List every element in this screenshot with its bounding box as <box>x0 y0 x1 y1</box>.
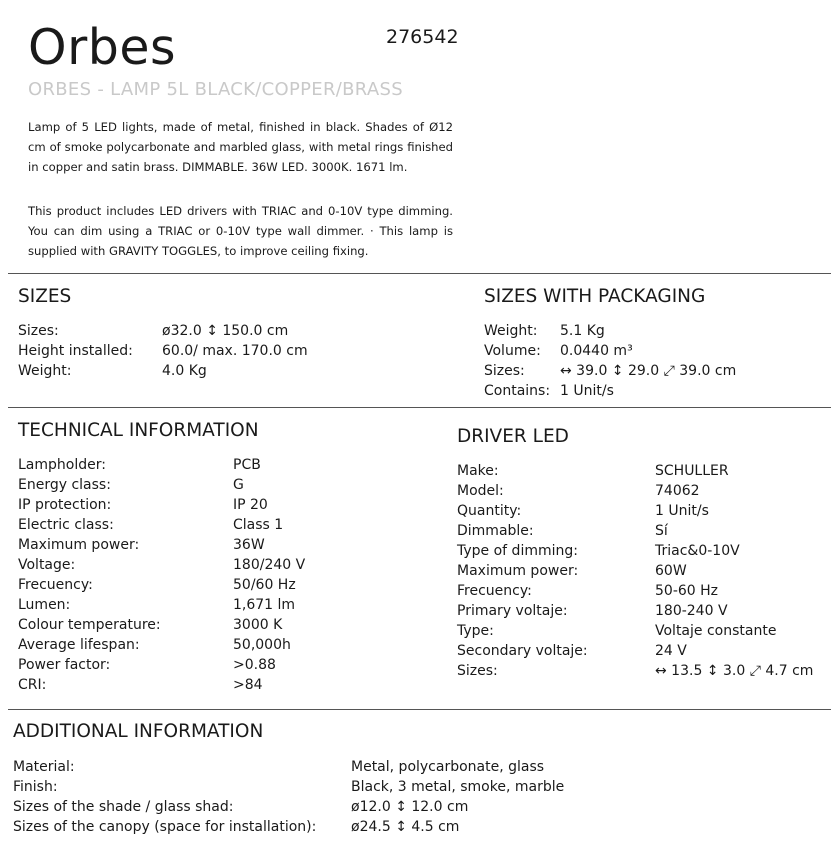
product-title: Orbes <box>28 19 176 76</box>
technical-label: Power factor: <box>18 657 111 673</box>
packaging-table <box>484 321 736 401</box>
driver-row <box>457 601 813 621</box>
packaging-value: 5.1 Kg <box>560 323 605 339</box>
technical-label: Lampholder: <box>18 457 106 473</box>
technical-label: CRI: <box>18 677 47 693</box>
sizes-row <box>18 361 308 381</box>
additional-label: Sizes of the shade / glass shad: <box>13 799 234 815</box>
sizes-label: Height installed: <box>18 343 133 359</box>
technical-row <box>18 655 305 675</box>
technical-label: IP protection: <box>18 497 112 513</box>
sizes-label: Weight: <box>18 363 72 379</box>
driver-row <box>457 461 813 481</box>
driver-label: Type: <box>457 623 494 639</box>
technical-row <box>18 615 305 635</box>
technical-value: G <box>233 477 244 493</box>
technical-value: >84 <box>233 677 263 693</box>
packaging-row <box>484 341 736 361</box>
technical-value: 36W <box>233 537 265 553</box>
driver-label: Primary voltaje: <box>457 603 568 619</box>
technical-label: Colour temperature: <box>18 617 161 633</box>
technical-value: PCB <box>233 457 261 473</box>
driver-value: Triac&0-10V <box>655 543 740 559</box>
technical-value: 1,671 lm <box>233 597 296 613</box>
technical-value: 50/60 Hz <box>233 577 296 593</box>
technical-value: 50,000h <box>233 637 291 653</box>
technical-row <box>18 515 305 535</box>
driver-value: 60W <box>655 563 687 579</box>
product-reference: 276542 <box>386 26 459 48</box>
sizes-value: 4.0 Kg <box>162 363 207 379</box>
technical-value: 180/240 V <box>233 557 306 573</box>
driver-row <box>457 641 813 661</box>
packaging-heading: SIZES WITH PACKAGING <box>484 286 706 307</box>
driver-value: Sí <box>655 523 668 539</box>
technical-value: Class 1 <box>233 517 284 533</box>
driver-row <box>457 541 813 561</box>
additional-row <box>13 817 564 837</box>
technical-label: Maximum power: <box>18 537 140 553</box>
additional-value: Metal, polycarbonate, glass <box>351 759 545 775</box>
sizes-value: 60.0/ max. 170.0 cm <box>162 343 308 359</box>
technical-label: Frecuency: <box>18 577 93 593</box>
additional-row <box>13 777 564 797</box>
driver-label: Quantity: <box>457 503 522 519</box>
sizes-row <box>18 321 308 341</box>
driver-value: 1 Unit/s <box>655 503 709 519</box>
packaging-label: Sizes: <box>484 363 525 379</box>
driver-value: SCHULLER <box>655 463 729 479</box>
additional-value: ø24.5 ↕ 4.5 cm <box>351 819 460 835</box>
driver-row <box>457 521 813 541</box>
technical-row <box>18 575 305 595</box>
sizes-value: ø32.0 ↕ 150.0 cm <box>162 323 289 339</box>
technical-label: Energy class: <box>18 477 111 493</box>
technical-row <box>18 675 305 695</box>
driver-table <box>457 461 813 681</box>
technical-table <box>18 455 305 695</box>
additional-row <box>13 797 564 817</box>
additional-label: Sizes of the canopy (space for installation): <box>13 819 317 835</box>
driver-value: ↔ 13.5 ↕ 3.0 ⤢ 4.7 cm <box>655 663 814 679</box>
technical-row <box>18 535 305 555</box>
sizes-heading: SIZES <box>18 286 72 307</box>
description-paragraph: Lamp of 5 LED lights, made of metal, finished in black. Shades of Ø12 cm of smoke polycarbonate and marbled glass, with metal rings finished in copper and satin brass. DIMMABLE. 36W LED. 3000K. 1671 lm. <box>28 120 453 174</box>
technical-row <box>18 555 305 575</box>
packaging-row <box>484 361 736 381</box>
additional-row <box>13 757 564 777</box>
technical-label: Electric class: <box>18 517 114 533</box>
sizes-row <box>18 341 308 361</box>
driver-row <box>457 581 813 601</box>
packaging-label: Volume: <box>484 343 541 359</box>
additional-value: Black, 3 metal, smoke, marble <box>351 779 565 795</box>
sizes-label: Sizes: <box>18 323 59 339</box>
sizes-table <box>18 321 308 381</box>
technical-label: Lumen: <box>18 597 71 613</box>
driver-value: 50-60 Hz <box>655 583 719 599</box>
technical-row <box>18 455 305 475</box>
technical-row <box>18 635 305 655</box>
additional-heading: ADDITIONAL INFORMATION <box>13 721 264 742</box>
driver-row <box>457 621 813 641</box>
driver-label: Dimmable: <box>457 523 534 539</box>
additional-label: Material: <box>13 759 75 775</box>
packaging-label: Weight: <box>484 323 538 339</box>
driver-value: 24 V <box>655 643 687 659</box>
section-divider <box>8 273 831 274</box>
driver-heading: DRIVER LED <box>457 426 569 447</box>
additional-label: Finish: <box>13 779 58 795</box>
product-subtitle: ORBES - LAMP 5L BLACK/COPPER/BRASS <box>28 79 403 100</box>
packaging-value: ↔ 39.0 ↕ 29.0 ⤢ 39.0 cm <box>560 363 737 379</box>
driver-label: Sizes: <box>457 663 498 679</box>
technical-heading: TECHNICAL INFORMATION <box>18 420 259 441</box>
technical-row <box>18 495 305 515</box>
driver-row <box>457 501 813 521</box>
driver-row <box>457 481 813 501</box>
technical-value: >0.88 <box>233 657 276 673</box>
driver-label: Make: <box>457 463 499 479</box>
driver-label: Maximum power: <box>457 563 579 579</box>
packaging-row <box>484 321 736 341</box>
description-paragraph: This product includes LED drivers with TRIAC and 0-10V type dimming. You can dim using a TRIAC or 0-10V type wall dimmer. · This lamp is supplied with GRAVITY TOGGLES, to improve ceiling fixing. <box>28 204 453 258</box>
section-divider <box>8 407 831 408</box>
section-divider <box>8 709 831 710</box>
packaging-row <box>484 381 736 401</box>
technical-row <box>18 595 305 615</box>
packaging-value: 0.0440 m³ <box>560 343 633 359</box>
technical-value: 3000 K <box>233 617 283 633</box>
driver-value: Voltaje constante <box>655 623 777 639</box>
driver-row <box>457 561 813 581</box>
driver-row <box>457 661 813 681</box>
technical-row <box>18 475 305 495</box>
driver-label: Type of dimming: <box>457 543 578 559</box>
driver-label: Model: <box>457 483 504 499</box>
technical-label: Voltage: <box>18 557 76 573</box>
driver-value: 74062 <box>655 483 700 499</box>
technical-value: IP 20 <box>233 497 268 513</box>
technical-label: Average lifespan: <box>18 637 140 653</box>
driver-label: Secondary voltaje: <box>457 643 588 659</box>
additional-value: ø12.0 ↕ 12.0 cm <box>351 799 469 815</box>
driver-value: 180-240 V <box>655 603 728 619</box>
packaging-label: Contains: <box>484 383 551 399</box>
packaging-value: 1 Unit/s <box>560 383 614 399</box>
driver-label: Frecuency: <box>457 583 532 599</box>
additional-table <box>13 757 564 837</box>
